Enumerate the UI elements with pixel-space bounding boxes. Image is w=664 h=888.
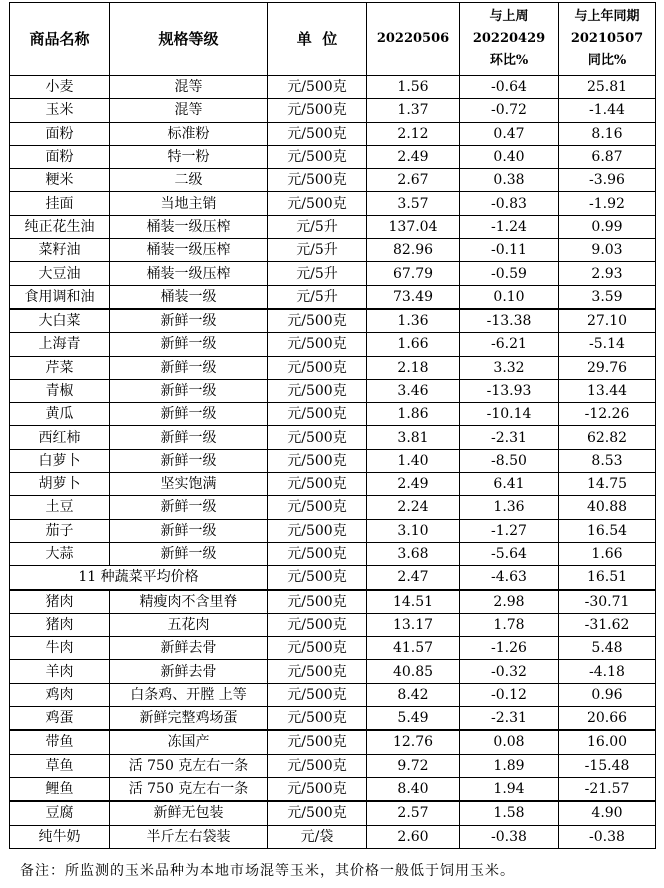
table-row (10, 403, 656, 426)
cell-spec: 桶装一级压榨 (110, 215, 268, 238)
cell-price: 1.37 (367, 99, 460, 122)
header-wow (460, 3, 559, 76)
cell-yoy: 16.51 (559, 566, 656, 590)
cell-price: 1.36 (367, 309, 460, 333)
cell-name: 鸡蛋 (10, 707, 110, 731)
cell-wow: 0.47 (460, 122, 559, 145)
cell-unit: 元/500克 (268, 356, 367, 379)
cell-spec: 五花肉 (110, 613, 268, 636)
cell-yoy: 4.90 (559, 801, 656, 825)
cell-price: 12.76 (367, 730, 460, 754)
cell-spec: 桶装一级压榨 (110, 239, 268, 262)
table-row (10, 801, 656, 825)
cell-unit: 元/500克 (268, 309, 367, 333)
header-wow-line3: 环比% (489, 53, 529, 68)
cell-spec: 混等 (110, 76, 268, 99)
cell-spec: 新鲜一级 (110, 309, 268, 333)
cell-price: 1.40 (367, 449, 460, 472)
cell-yoy: -12.26 (559, 403, 656, 426)
cell-wow: 1.89 (460, 754, 559, 777)
cell-yoy: 13.44 (559, 379, 656, 402)
header-spec: 规格等级 (110, 3, 268, 76)
cell-price: 3.46 (367, 379, 460, 402)
header-row (10, 3, 656, 76)
cell-yoy: 8.16 (559, 122, 656, 145)
cell-spec: 新鲜无包装 (110, 801, 268, 825)
table-row (10, 379, 656, 402)
table-row (10, 169, 656, 192)
cell-unit: 元/500克 (268, 169, 367, 192)
cell-name: 鲤鱼 (10, 777, 110, 801)
footnote: 备注：所监测的玉米品种为本地市场混等玉米，其价格一般低于饲用玉米。 (20, 863, 515, 879)
header-yoy (559, 3, 656, 76)
cell-price: 73.49 (367, 285, 460, 309)
table-row (10, 777, 656, 801)
cell-yoy: 27.10 (559, 309, 656, 333)
cell-spec: 半斤左右袋装 (110, 825, 268, 848)
cell-wow: -13.38 (460, 309, 559, 333)
cell-unit: 元/5升 (268, 239, 367, 262)
cell-spec: 活 750 克左右一条 (110, 777, 268, 801)
cell-unit: 元/500克 (268, 99, 367, 122)
cell-wow: 0.10 (460, 285, 559, 309)
cell-spec: 新鲜一级 (110, 356, 268, 379)
cell-price: 2.60 (367, 825, 460, 848)
cell-name: 挂面 (10, 192, 110, 215)
cell-name: 牛肉 (10, 637, 110, 660)
table-row (10, 754, 656, 777)
cell-wow: -1.27 (460, 519, 559, 542)
cell-spec: 混等 (110, 99, 268, 122)
cell-wow: -0.32 (460, 660, 559, 683)
cell-spec: 桶装一级压榨 (110, 262, 268, 285)
cell-price: 2.24 (367, 496, 460, 519)
cell-wow: 1.94 (460, 777, 559, 801)
cell-unit: 元/500克 (268, 403, 367, 426)
header-yoy-line1: 与上年同期 (574, 9, 640, 24)
table-row (10, 496, 656, 519)
cell-wow: -0.11 (460, 239, 559, 262)
cell-wow: -8.50 (460, 449, 559, 472)
cell-price: 82.96 (367, 239, 460, 262)
cell-spec: 新鲜去骨 (110, 660, 268, 683)
cell-unit: 元/500克 (268, 333, 367, 356)
cell-spec: 新鲜完整鸡场蛋 (110, 707, 268, 731)
cell-price: 40.85 (367, 660, 460, 683)
cell-name: 粳米 (10, 169, 110, 192)
table-row (10, 76, 656, 99)
cell-price: 3.10 (367, 519, 460, 542)
cell-name: 大豆油 (10, 262, 110, 285)
cell-wow: 1.36 (460, 496, 559, 519)
cell-price: 1.56 (367, 76, 460, 99)
header-unit: 单 位 (268, 3, 367, 76)
cell-unit: 元/500克 (268, 542, 367, 565)
cell-yoy: -21.57 (559, 777, 656, 801)
cell-yoy: 8.53 (559, 449, 656, 472)
cell-wow: -0.59 (460, 262, 559, 285)
cell-spec: 活 750 克左右一条 (110, 754, 268, 777)
cell-name: 带鱼 (10, 730, 110, 754)
table-row (10, 309, 656, 333)
cell-name: 玉米 (10, 99, 110, 122)
cell-unit: 元/500克 (268, 754, 367, 777)
cell-wow: -0.72 (460, 99, 559, 122)
cell-name: 11 种蔬菜平均价格 (10, 566, 268, 590)
cell-price: 3.57 (367, 192, 460, 215)
cell-spec: 新鲜一级 (110, 403, 268, 426)
cell-price: 5.49 (367, 707, 460, 731)
table-row (10, 519, 656, 542)
cell-name: 菜籽油 (10, 239, 110, 262)
cell-spec: 新鲜一级 (110, 519, 268, 542)
table-row (10, 262, 656, 285)
cell-yoy: -5.14 (559, 333, 656, 356)
table-row (10, 660, 656, 683)
cell-spec: 白条鸡、开膛 上等 (110, 683, 268, 706)
cell-yoy: 0.99 (559, 215, 656, 238)
cell-wow: -2.31 (460, 426, 559, 449)
cell-unit: 元/500克 (268, 660, 367, 683)
cell-yoy: 62.82 (559, 426, 656, 449)
table-row (10, 730, 656, 754)
cell-unit: 元/500克 (268, 683, 367, 706)
cell-name: 面粉 (10, 122, 110, 145)
cell-yoy: 6.87 (559, 145, 656, 168)
cell-name: 土豆 (10, 496, 110, 519)
cell-wow: 6.41 (460, 473, 559, 496)
cell-yoy: 16.54 (559, 519, 656, 542)
cell-name: 青椒 (10, 379, 110, 402)
cell-price: 41.57 (367, 637, 460, 660)
table-row (10, 426, 656, 449)
cell-unit: 元/袋 (268, 825, 367, 848)
cell-price: 137.04 (367, 215, 460, 238)
cell-unit: 元/500克 (268, 192, 367, 215)
header-yoy-line2: 20210507 (570, 31, 644, 46)
table-row (10, 239, 656, 262)
cell-yoy: -1.92 (559, 192, 656, 215)
table-row (10, 825, 656, 848)
cell-name: 羊肉 (10, 660, 110, 683)
cell-wow: -1.24 (460, 215, 559, 238)
cell-price: 2.47 (367, 566, 460, 590)
table-row (10, 542, 656, 565)
table-row (10, 99, 656, 122)
cell-yoy: -1.44 (559, 99, 656, 122)
table-row (10, 145, 656, 168)
cell-price: 67.79 (367, 262, 460, 285)
cell-spec: 新鲜一级 (110, 426, 268, 449)
cell-yoy: 20.66 (559, 707, 656, 731)
cell-yoy: 14.75 (559, 473, 656, 496)
cell-spec: 新鲜一级 (110, 333, 268, 356)
table-row (10, 215, 656, 238)
cell-unit: 元/500克 (268, 801, 367, 825)
cell-price: 8.42 (367, 683, 460, 706)
cell-yoy: 3.59 (559, 285, 656, 309)
cell-unit: 元/500克 (268, 76, 367, 99)
cell-yoy: -4.18 (559, 660, 656, 683)
cell-price: 2.49 (367, 473, 460, 496)
cell-unit: 元/500克 (268, 613, 367, 636)
cell-name: 猪肉 (10, 590, 110, 614)
cell-price: 14.51 (367, 590, 460, 614)
cell-name: 猪肉 (10, 613, 110, 636)
header-wow-line1: 与上周 (489, 9, 529, 24)
cell-name: 纯牛奶 (10, 825, 110, 848)
cell-yoy: -0.38 (559, 825, 656, 848)
cell-wow: 0.08 (460, 730, 559, 754)
cell-name: 茄子 (10, 519, 110, 542)
cell-name: 纯正花生油 (10, 215, 110, 238)
cell-wow: -0.38 (460, 825, 559, 848)
cell-unit: 元/5升 (268, 285, 367, 309)
table-row (10, 122, 656, 145)
cell-yoy: 0.96 (559, 683, 656, 706)
cell-name: 食用调和油 (10, 285, 110, 309)
cell-name: 面粉 (10, 145, 110, 168)
cell-name: 上海青 (10, 333, 110, 356)
table-body (10, 76, 656, 849)
cell-name: 豆腐 (10, 801, 110, 825)
cell-name: 小麦 (10, 76, 110, 99)
cell-wow: -4.63 (460, 566, 559, 590)
cell-spec: 新鲜去骨 (110, 637, 268, 660)
cell-wow: 3.32 (460, 356, 559, 379)
cell-yoy: 9.03 (559, 239, 656, 262)
cell-price: 3.81 (367, 426, 460, 449)
cell-wow: -0.12 (460, 683, 559, 706)
cell-name: 鸡肉 (10, 683, 110, 706)
cell-price: 2.67 (367, 169, 460, 192)
cell-price: 2.49 (367, 145, 460, 168)
cell-spec: 新鲜一级 (110, 496, 268, 519)
cell-unit: 元/500克 (268, 145, 367, 168)
cell-unit: 元/500克 (268, 122, 367, 145)
table-row (10, 285, 656, 309)
cell-name: 西红柿 (10, 426, 110, 449)
cell-wow: -0.83 (460, 192, 559, 215)
cell-wow: 1.78 (460, 613, 559, 636)
table-row (10, 356, 656, 379)
cell-unit: 元/500克 (268, 449, 367, 472)
cell-spec: 二级 (110, 169, 268, 192)
cell-price: 1.86 (367, 403, 460, 426)
cell-yoy: -3.96 (559, 169, 656, 192)
cell-unit: 元/500克 (268, 473, 367, 496)
cell-unit: 元/500克 (268, 707, 367, 731)
header-yoy-line3: 同比% (587, 53, 627, 68)
cell-price: 13.17 (367, 613, 460, 636)
table-row (10, 449, 656, 472)
cell-yoy: 40.88 (559, 496, 656, 519)
cell-name: 草鱼 (10, 754, 110, 777)
cell-wow: 0.40 (460, 145, 559, 168)
cell-price: 2.12 (367, 122, 460, 145)
cell-spec: 标准粉 (110, 122, 268, 145)
cell-wow: -0.64 (460, 76, 559, 99)
cell-name: 白萝卜 (10, 449, 110, 472)
cell-price: 8.40 (367, 777, 460, 801)
cell-spec: 新鲜一级 (110, 449, 268, 472)
cell-yoy: -31.62 (559, 613, 656, 636)
cell-wow: 0.38 (460, 169, 559, 192)
cell-name: 芹菜 (10, 356, 110, 379)
cell-unit: 元/500克 (268, 637, 367, 660)
cell-wow: -6.21 (460, 333, 559, 356)
cell-unit: 元/500克 (268, 566, 367, 590)
cell-unit: 元/5升 (268, 262, 367, 285)
cell-yoy: 1.66 (559, 542, 656, 565)
header-wow-line2: 20220429 (472, 31, 546, 46)
cell-unit: 元/500克 (268, 426, 367, 449)
cell-yoy: 29.76 (559, 356, 656, 379)
cell-yoy: 5.48 (559, 637, 656, 660)
cell-yoy: 16.00 (559, 730, 656, 754)
cell-spec: 精瘦肉不含里脊 (110, 590, 268, 614)
table-row (10, 683, 656, 706)
cell-yoy: 2.93 (559, 262, 656, 285)
cell-yoy: -15.48 (559, 754, 656, 777)
cell-wow: 2.98 (460, 590, 559, 614)
table-row (10, 613, 656, 636)
cell-wow: -13.93 (460, 379, 559, 402)
cell-yoy: 25.81 (559, 76, 656, 99)
cell-name: 大蒜 (10, 542, 110, 565)
cell-spec: 新鲜一级 (110, 379, 268, 402)
cell-spec: 冻国产 (110, 730, 268, 754)
table-row (10, 192, 656, 215)
cell-wow: -5.64 (460, 542, 559, 565)
cell-spec: 当地主销 (110, 192, 268, 215)
cell-wow: -10.14 (460, 403, 559, 426)
price-table (9, 2, 656, 849)
header-name: 商品名称 (10, 3, 110, 76)
cell-spec: 坚实饱满 (110, 473, 268, 496)
cell-price: 2.57 (367, 801, 460, 825)
cell-unit: 元/500克 (268, 777, 367, 801)
cell-price: 2.18 (367, 356, 460, 379)
cell-unit: 元/5升 (268, 215, 367, 238)
cell-price: 9.72 (367, 754, 460, 777)
cell-name: 胡萝卜 (10, 473, 110, 496)
cell-unit: 元/500克 (268, 519, 367, 542)
table-row (10, 566, 656, 590)
cell-name: 黄瓜 (10, 403, 110, 426)
table-row (10, 333, 656, 356)
cell-spec: 桶装一级 (110, 285, 268, 309)
cell-yoy: -30.71 (559, 590, 656, 614)
cell-spec: 新鲜一级 (110, 542, 268, 565)
cell-spec: 特一粉 (110, 145, 268, 168)
cell-wow: 1.58 (460, 801, 559, 825)
cell-name: 大白菜 (10, 309, 110, 333)
cell-price: 3.68 (367, 542, 460, 565)
table-row (10, 707, 656, 731)
table-row (10, 590, 656, 614)
header-date: 20220506 (367, 3, 460, 76)
cell-unit: 元/500克 (268, 590, 367, 614)
table-row (10, 473, 656, 496)
cell-price: 1.66 (367, 333, 460, 356)
cell-unit: 元/500克 (268, 730, 367, 754)
table-row (10, 637, 656, 660)
cell-unit: 元/500克 (268, 496, 367, 519)
cell-wow: -2.31 (460, 707, 559, 731)
cell-unit: 元/500克 (268, 379, 367, 402)
cell-wow: -1.26 (460, 637, 559, 660)
